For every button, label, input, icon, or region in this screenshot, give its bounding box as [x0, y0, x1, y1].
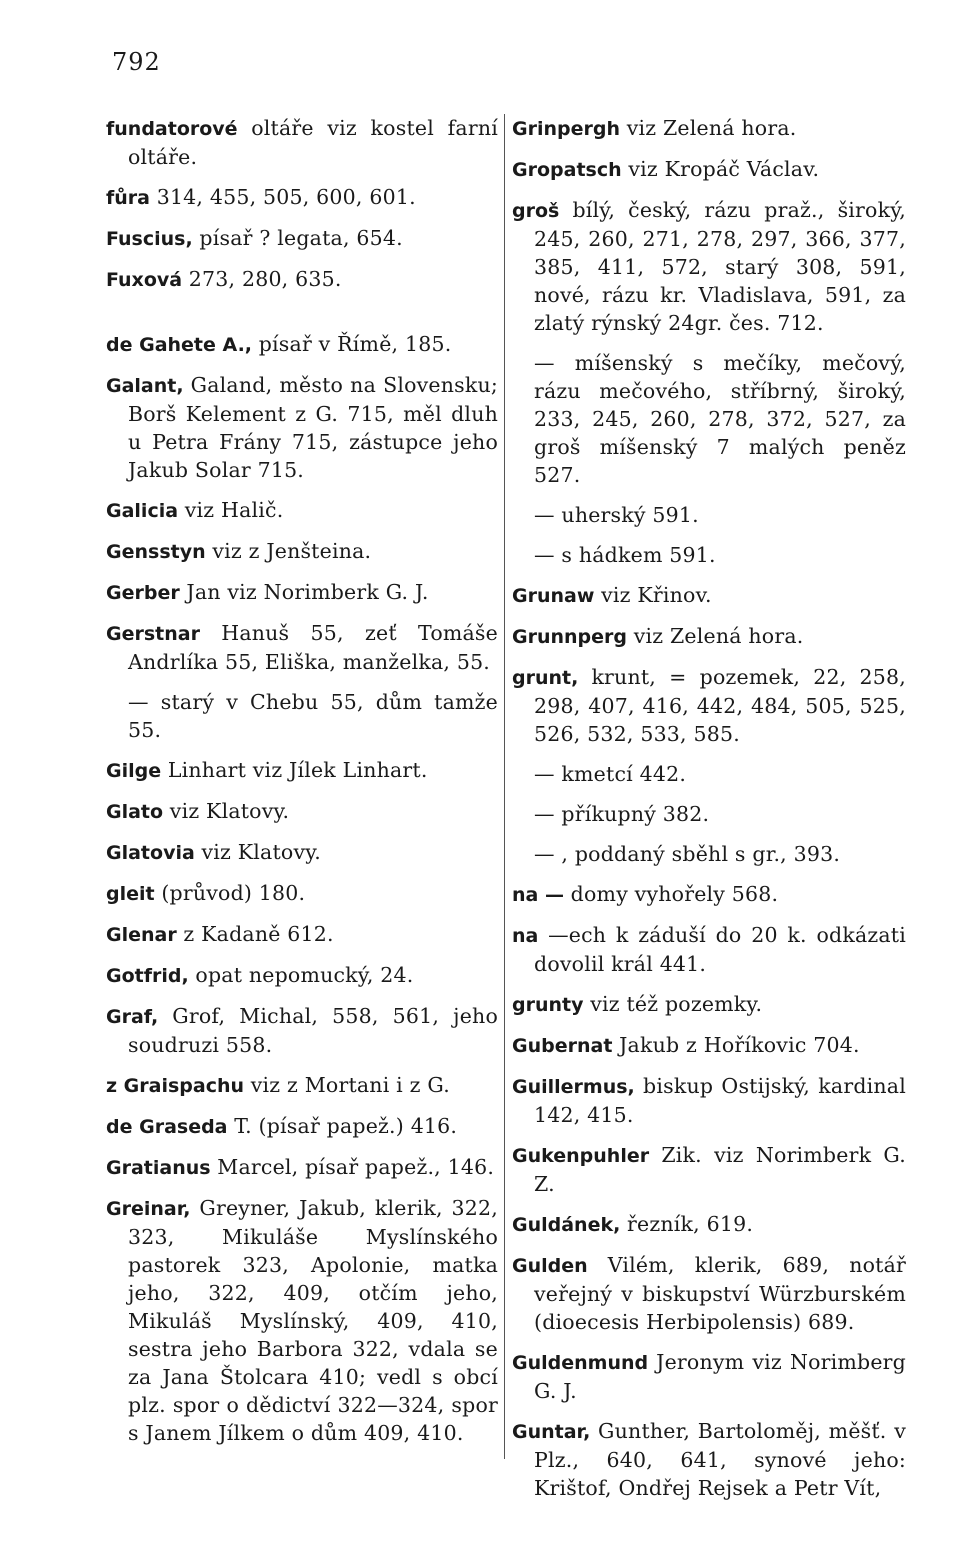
entry-headword: Gratianus	[106, 1157, 211, 1179]
entry-headword: Gensstyn	[106, 541, 206, 563]
index-entry	[512, 114, 906, 143]
entry-text: 314, 455, 505, 600, 601.	[149, 185, 416, 209]
entry-text: viz Křinov.	[594, 583, 712, 607]
entry-headword: Grinpergh	[512, 118, 620, 140]
entry-text: písař ? legata, 654.	[192, 226, 403, 250]
entry-headword: Gerstnar	[106, 623, 200, 645]
entry-text: — příkupný 382.	[534, 802, 710, 826]
entry-text: opat nepomucký, 24.	[188, 963, 414, 987]
entry-text: Jakub z Hoříkovic 704.	[612, 1033, 860, 1057]
entry-text: viz Klatovy.	[163, 799, 290, 823]
entry-headword: de Gahete A.,	[106, 334, 253, 356]
entry-text: Linhart viz Jílek Linhart.	[161, 758, 428, 782]
entry-headword: Gerber	[106, 582, 180, 604]
entry-text: biskup Ostijský, kardinal 142, 415.	[534, 1074, 906, 1127]
entry-headword: Gropatsch	[512, 159, 622, 181]
entry-text: viz z Mortani i z G.	[244, 1073, 450, 1097]
entry-text: viz též pozemky.	[583, 992, 763, 1016]
index-entry	[106, 1112, 498, 1141]
entry-text: viz z Jenšteina.	[205, 539, 372, 563]
entry-headword: Glenar	[106, 924, 177, 946]
entry-headword: Grunaw	[512, 585, 595, 607]
entry-text: řezník, 619.	[620, 1212, 754, 1236]
entry-headword: Gotfrid,	[106, 965, 189, 987]
index-entry	[106, 756, 498, 785]
entry-headword: Guldenmund	[512, 1352, 649, 1374]
index-entry	[512, 663, 906, 748]
index-entry	[106, 879, 498, 908]
entry-text: Grof, Michal, 558, 561, jeho soudruzi 558.	[128, 1004, 498, 1057]
index-entry	[106, 496, 498, 525]
index-subentry	[512, 800, 906, 828]
entry-headword: na —	[512, 884, 564, 906]
entry-text: Jeronym viz Norimberg G. J.	[534, 1350, 906, 1403]
entry-text: — míšenský s mečíky, mečový, rázu mečového, stříbrný, široký, 233, 245, 260, 278, 372, 527, za groš míšenský 7 malých peněz 527.	[534, 351, 906, 487]
entry-text: písař v Římě, 185.	[252, 332, 452, 356]
entry-headword: Fuxová	[106, 269, 183, 291]
entry-text: — uherský 591.	[534, 503, 699, 527]
entry-text: Marcel, písař papež., 146.	[210, 1155, 495, 1179]
entry-text: Zik. viz Norimberk G. Z.	[534, 1143, 906, 1196]
index-entry	[106, 183, 498, 212]
index-entry	[106, 330, 498, 359]
index-subentry	[106, 688, 498, 744]
left-column	[106, 114, 498, 1459]
index-entry	[106, 265, 498, 294]
entry-text: viz Zelená hora.	[627, 624, 804, 648]
index-entry	[512, 1348, 906, 1405]
entry-text: — kmetcí 442.	[534, 762, 687, 786]
entry-headword: fundatorové	[106, 118, 238, 140]
entry-text: viz Zelená hora.	[620, 116, 797, 140]
index-entry	[512, 1031, 906, 1060]
entry-text: viz Kropáč Václav.	[621, 157, 820, 181]
index-entry	[106, 114, 498, 171]
entry-text: Galand, město na Slovensku; Borš Kelement z G. 715, měl dluh u Petra Frány 715, zástupce jeho Jakub Solar 715.	[128, 373, 498, 482]
entry-headword: na	[512, 925, 539, 947]
entry-text: —ech k záduší do 20 k. odkázati dovolil král 441.	[534, 923, 906, 976]
entry-text: z Kadaně 612.	[176, 922, 334, 946]
column-divider	[504, 114, 505, 1459]
index-entry	[512, 1417, 906, 1502]
entry-text: — s hádkem 591.	[534, 543, 716, 567]
index-entry	[512, 1251, 906, 1336]
entry-text: oltáře viz kostel farní oltáře.	[128, 116, 498, 169]
index-entry	[512, 1072, 906, 1129]
index-subentry	[512, 349, 906, 489]
entry-headword: Guldánek,	[512, 1214, 621, 1236]
entry-headword: Graf,	[106, 1006, 159, 1028]
index-entry	[106, 797, 498, 826]
entry-text: Jan viz Norimberk G. J.	[179, 580, 429, 604]
index-entry	[512, 622, 906, 651]
entry-text: 273, 280, 635.	[182, 267, 342, 291]
entry-headword: Galant,	[106, 375, 184, 397]
entry-headword: Guillermus,	[512, 1076, 635, 1098]
entry-text: krunt, = pozemek, 22, 258, 298, 407, 416, 442, 484, 505, 525, 526, 532, 533, 585.	[534, 665, 906, 746]
entry-headword: Greinar,	[106, 1198, 191, 1220]
index-entry	[512, 196, 906, 337]
entry-headword: de Graseda	[106, 1116, 228, 1138]
entry-text: Greyner, Jakub, klerik, 322, 323, Mikuláše Myslínského pastorek 323, Apolonie, matka jeho, 322, 409, otčím jeho, Mikuláš Myslínský, 409, 410, sestra jeho Barbora 322, vdala se za Jana Štolcara 410; vedl s obcí plz. spor o dědictví 322—324, spor s Janem Jílkem o dům 409, 410.	[128, 1196, 498, 1445]
index-entry	[106, 1002, 498, 1059]
entry-headword: grunty	[512, 994, 584, 1016]
entry-text: (průvod) 180.	[154, 881, 306, 905]
entry-text: — , poddaný sběhl s gr., 393.	[534, 842, 841, 866]
index-entry	[106, 1194, 498, 1447]
index-subentry	[512, 501, 906, 529]
entry-headword: z Graispachu	[106, 1075, 245, 1097]
index-entry	[512, 1210, 906, 1239]
index-entry	[106, 224, 498, 253]
index-entry	[512, 155, 906, 184]
entry-headword: Glato	[106, 801, 164, 823]
entry-text: bílý, český, rázu praž., široký, 245, 260, 271, 278, 297, 366, 377, 385, 411, 572, starý 308, 591, nové, rázu kr. Vladislava, 591, za zlatý rýnský 24gr. čes. 712.	[534, 198, 906, 335]
entry-text: Vilém, klerik, 689, notář veřejný v biskupství Würzburském (dioecesis Herbipolensis) 689.	[534, 1253, 906, 1334]
index-subentry	[512, 840, 906, 868]
entry-headword: Gulden	[512, 1255, 588, 1277]
entry-text: viz Halič.	[178, 498, 284, 522]
entry-headword: Gilge	[106, 760, 162, 782]
index-subentry	[512, 760, 906, 788]
index-entry	[106, 1153, 498, 1182]
entry-headword: grunt,	[512, 667, 579, 689]
entry-headword: groš	[512, 200, 560, 222]
index-entry	[106, 920, 498, 949]
entry-headword: Galicia	[106, 500, 179, 522]
index-entry	[512, 581, 906, 610]
entry-text: domy vyhořely 568.	[563, 882, 779, 906]
index-entry	[106, 371, 498, 484]
index-entry	[512, 990, 906, 1019]
index-entry	[106, 537, 498, 566]
right-column	[512, 114, 906, 1514]
index-entry	[512, 1141, 906, 1198]
entry-headword: Grunnperg	[512, 626, 628, 648]
page-number: 792	[112, 48, 161, 76]
entry-text: T. (písař papež.) 416.	[227, 1114, 458, 1138]
index-entry	[106, 619, 498, 676]
index-entry	[512, 921, 906, 978]
entry-headword: Guntar,	[512, 1421, 591, 1443]
entry-headword: fůra	[106, 187, 150, 209]
entry-headword: gleit	[106, 883, 155, 905]
index-entry	[512, 880, 906, 909]
index-entry	[106, 578, 498, 607]
index-entry	[106, 838, 498, 867]
entry-headword: Glatovia	[106, 842, 195, 864]
entry-headword: Gukenpuhler	[512, 1145, 650, 1167]
index-subentry	[512, 541, 906, 569]
index-entry	[106, 961, 498, 990]
entry-text: — starý v Chebu 55, dům tamže 55.	[128, 690, 498, 742]
entry-headword: Fuscius,	[106, 228, 193, 250]
entry-text: viz Klatovy.	[194, 840, 321, 864]
entry-text: Hanuš 55, zeť Tomáše Andrlíka 55, Eliška, manželka, 55.	[128, 621, 498, 674]
index-entry	[106, 1071, 498, 1100]
entry-text: Gunther, Bartoloměj, měšť. v Plz., 640, 641, synové jeho: Krištof, Ondřej Rejsek a Petr Vít,	[534, 1419, 906, 1500]
entry-headword: Gubernat	[512, 1035, 613, 1057]
